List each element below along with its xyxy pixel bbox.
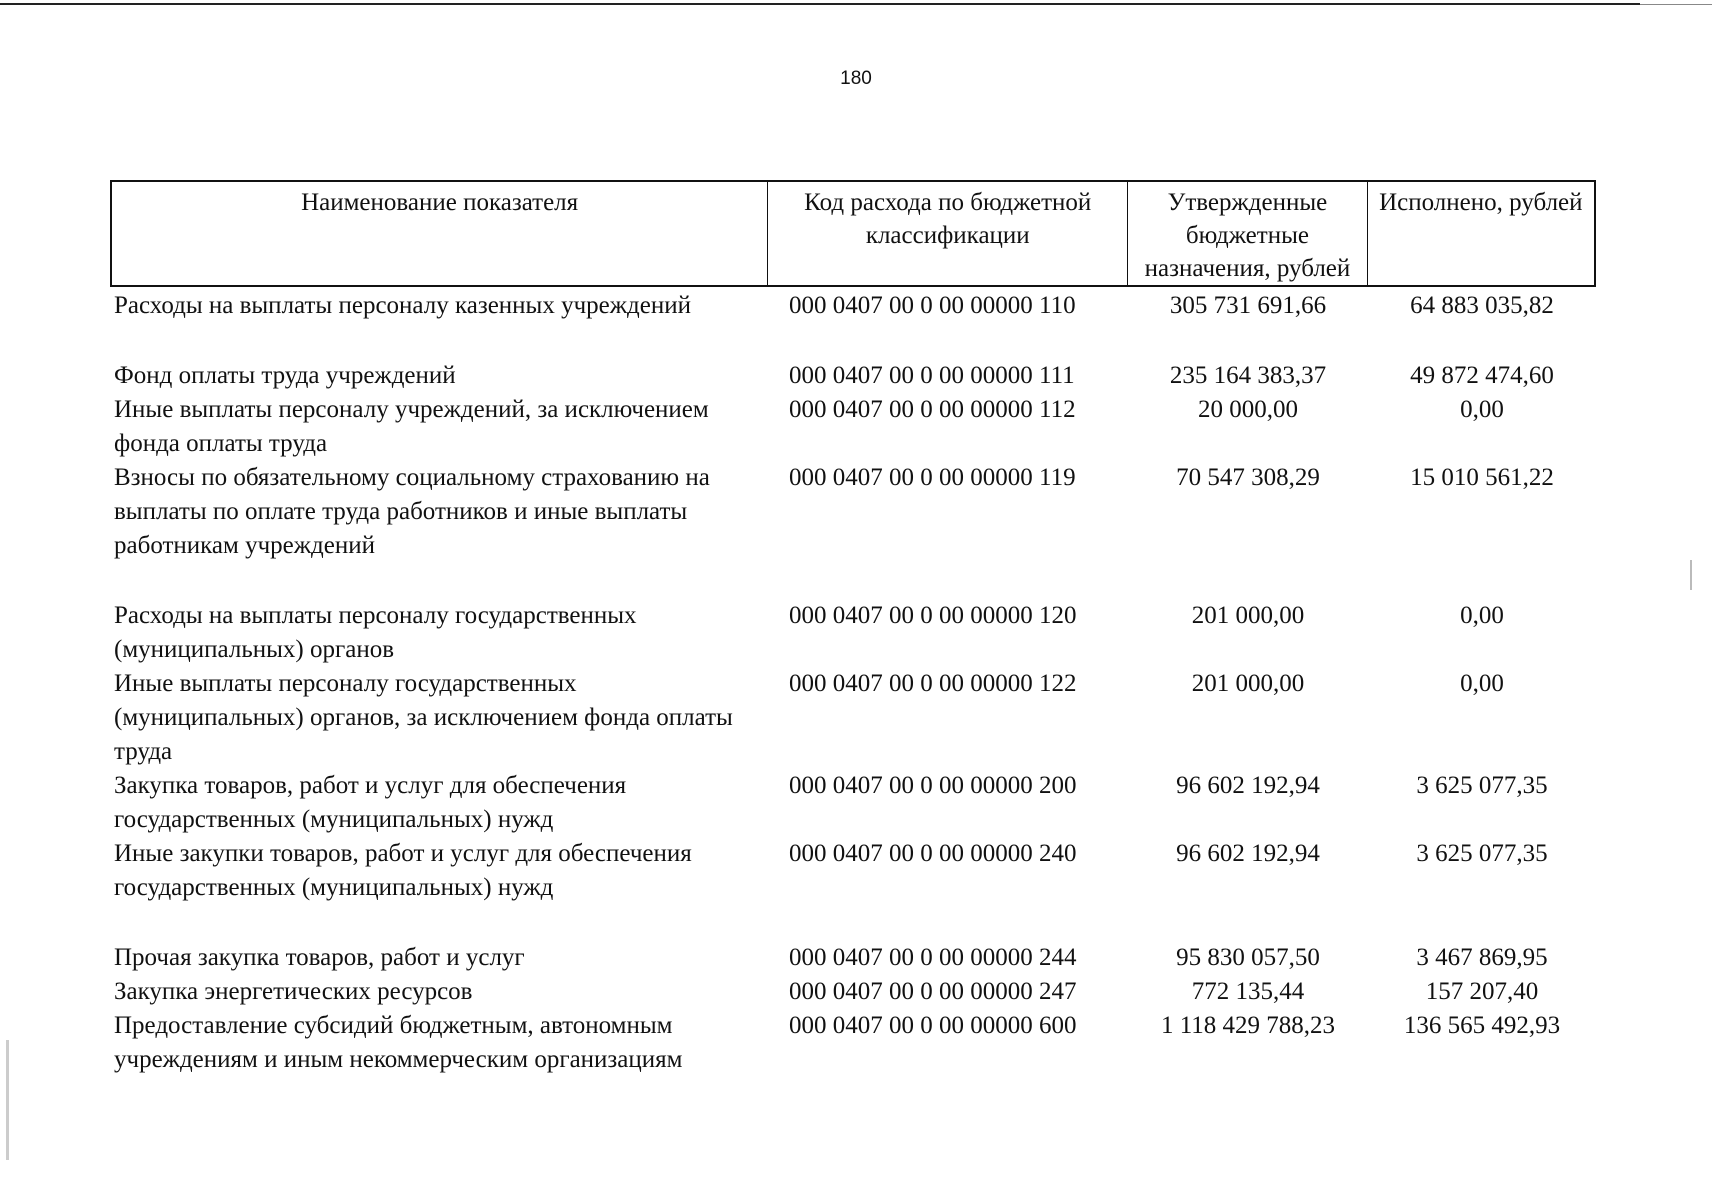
table-row bbox=[110, 289, 1596, 323]
table-row bbox=[110, 769, 1596, 837]
row-approved: 305 731 691,66 bbox=[1169, 292, 1327, 319]
scan-speck bbox=[1690, 560, 1692, 590]
table-row bbox=[110, 941, 1596, 975]
row-approved: 20 000,00 bbox=[1198, 396, 1298, 423]
row-name: Закупка энергетических ресурсов bbox=[114, 978, 473, 1005]
header-code: Код расхода по бюджетной классификации bbox=[767, 182, 1127, 285]
header-name: Наименование показателя bbox=[301, 189, 579, 216]
table-row bbox=[110, 975, 1596, 1009]
row-approved: 201 000,00 bbox=[1191, 670, 1305, 697]
row-name: Расходы на выплаты персоналу казенных учреждений bbox=[114, 292, 691, 319]
row-name: Фонд оплаты труда учреждений bbox=[114, 362, 456, 389]
row-executed: 0,00 bbox=[1460, 602, 1504, 629]
row-approved: 96 602 192,94 bbox=[1176, 840, 1320, 867]
row-approved: 235 164 383,37 bbox=[1169, 362, 1327, 389]
table-row bbox=[110, 599, 1596, 667]
row-gap bbox=[110, 323, 1596, 359]
row-code: 000 0407 00 0 00 00000 600 bbox=[789, 1012, 1077, 1039]
table-body bbox=[110, 289, 1596, 1077]
row-code: 000 0407 00 0 00 00000 111 bbox=[789, 362, 1075, 389]
table-header bbox=[110, 180, 1596, 287]
row-code: 000 0407 00 0 00 00000 110 bbox=[789, 292, 1076, 319]
row-name: Предоставление субсидий бюджетным, автономным учреждениям и иным некоммерческим организациям bbox=[114, 1012, 683, 1073]
row-gap bbox=[110, 563, 1596, 599]
header-executed: Исполнено, рублей bbox=[1367, 182, 1594, 285]
row-name: Иные выплаты персоналу учреждений, за исключением фонда оплаты труда bbox=[114, 396, 709, 457]
scan-border-line bbox=[0, 3, 1640, 5]
header-approved: Утвержденные бюджетные назначения, рублей bbox=[1127, 182, 1366, 285]
row-code: 000 0407 00 0 00 00000 119 bbox=[789, 464, 1076, 491]
row-executed: 64 883 035,82 bbox=[1410, 292, 1554, 319]
row-executed: 0,00 bbox=[1460, 670, 1504, 697]
row-executed: 157 207,40 bbox=[1425, 978, 1539, 1005]
table-row bbox=[110, 667, 1596, 769]
scan-border-line-faint bbox=[1640, 4, 1712, 5]
row-code: 000 0407 00 0 00 00000 112 bbox=[789, 396, 1076, 423]
row-approved: 96 602 192,94 bbox=[1176, 772, 1320, 799]
page-number: 180 bbox=[840, 68, 872, 89]
row-approved: 95 830 057,50 bbox=[1176, 944, 1320, 971]
table-row bbox=[110, 837, 1596, 905]
row-code: 000 0407 00 0 00 00000 200 bbox=[789, 772, 1077, 799]
row-name: Прочая закупка товаров, работ и услуг bbox=[114, 944, 525, 971]
row-approved: 772 135,44 bbox=[1191, 978, 1305, 1005]
row-executed: 136 565 492,93 bbox=[1403, 1012, 1561, 1039]
row-approved: 201 000,00 bbox=[1191, 602, 1305, 629]
row-name: Иные закупки товаров, работ и услуг для обеспечения государственных (муниципальных) нужд bbox=[114, 840, 692, 901]
row-executed: 0,00 bbox=[1460, 396, 1504, 423]
row-executed: 49 872 474,60 bbox=[1410, 362, 1554, 389]
row-executed: 15 010 561,22 bbox=[1410, 464, 1554, 491]
table-row bbox=[110, 359, 1596, 393]
row-code: 000 0407 00 0 00 00000 122 bbox=[789, 670, 1077, 697]
row-gap bbox=[110, 905, 1596, 941]
row-executed: 3 625 077,35 bbox=[1416, 840, 1548, 867]
row-name: Взносы по обязательному социальному страхованию на выплаты по оплате труда работников и иные выплаты работникам учреждений bbox=[114, 464, 710, 559]
row-executed: 3 625 077,35 bbox=[1416, 772, 1548, 799]
row-name: Расходы на выплаты персоналу государственных (муниципальных) органов bbox=[114, 602, 637, 663]
table-row bbox=[110, 461, 1596, 563]
row-approved: 70 547 308,29 bbox=[1176, 464, 1320, 491]
row-code: 000 0407 00 0 00 00000 244 bbox=[789, 944, 1077, 971]
row-code: 000 0407 00 0 00 00000 120 bbox=[789, 602, 1077, 629]
table-row bbox=[110, 1009, 1596, 1077]
row-code: 000 0407 00 0 00 00000 247 bbox=[789, 978, 1077, 1005]
scan-speck bbox=[6, 1040, 9, 1160]
row-approved: 1 118 429 788,23 bbox=[1160, 1012, 1336, 1039]
row-name: Закупка товаров, работ и услуг для обеспечения государственных (муниципальных) нужд bbox=[114, 772, 627, 833]
row-executed: 3 467 869,95 bbox=[1416, 944, 1548, 971]
row-name: Иные выплаты персоналу государственных (муниципальных) органов, за исключением фонда оплаты труда bbox=[114, 670, 733, 765]
table-row bbox=[110, 393, 1596, 461]
row-code: 000 0407 00 0 00 00000 240 bbox=[789, 840, 1077, 867]
